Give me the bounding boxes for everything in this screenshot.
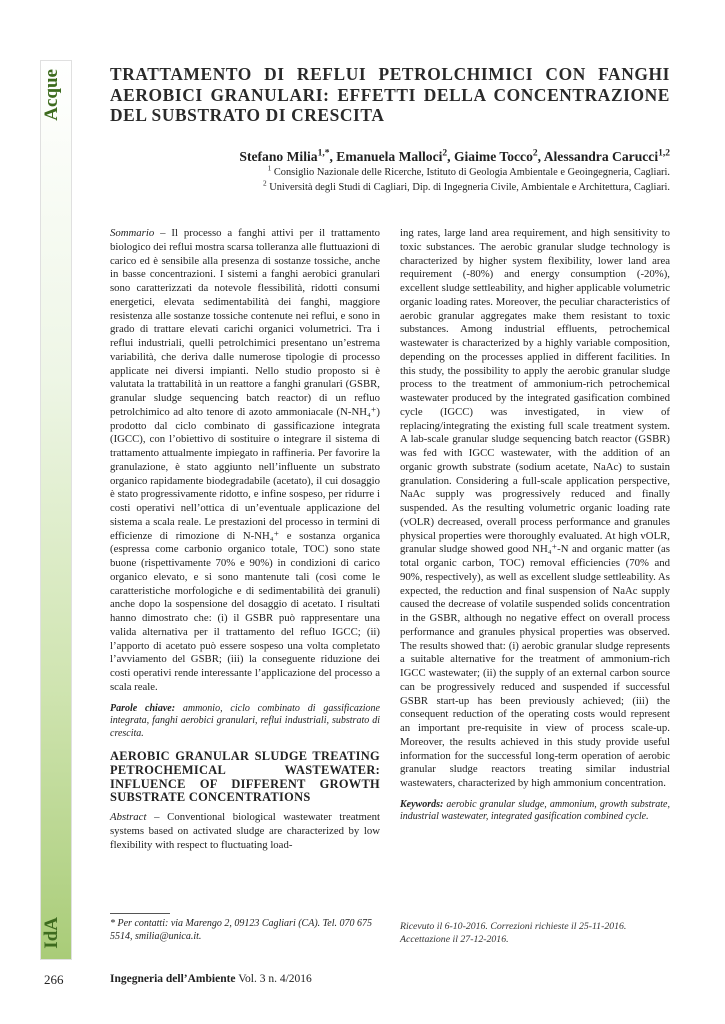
left-column (110, 227, 380, 852)
article-title: TRATTAMENTO DI REFLUI PETROLCHIMICI CON FANGHI AEROBICI GRANULARI: EFFETTI DELLA CONCENTRAZIONE DEL SUBSTRATO DI CRESCITA (110, 64, 670, 125)
keywords-label: Keywords: (400, 798, 444, 810)
page-number: 266 (44, 972, 64, 987)
author-affiliation-mark: 1,* (317, 148, 330, 159)
affiliation-text: Università degli Studi di Cagliari, Dip. di Ingegneria Civile, Ambientale e Architettura, Cagliari. (269, 182, 670, 193)
affiliation-mark: 1 (267, 164, 272, 173)
author-list: Stefano Milia$^{1,*}$, Emanuela Malloci$^2$, Giaime Tocco$^2$, Alessandra Carucci$^{1,2}$ (239, 148, 670, 164)
affiliation-2 (262, 179, 670, 193)
keywords-text: aerobic granular sludge, ammonium, growth substrate, industrial wastewater, integrated gasification combined cycle. (400, 798, 671, 823)
abstract-text-continued: ing rates, large land area requirement, and high sensitivity to toxic substances. The aerobic granular sludge technology is characterized by higher system flexibility, lower land area requirement (-80%) and energy consumption (-20%), excellent sludge settleability, and higher applicable volumetric organic loading rates. Moreover, the peculiar characteristics of aerobic granular aggregates make them resistant to toxic substances. Among industrial effluents, petrochemical wastewater is characterized by a highly variable composition, depending on the processes applied in different facilities. In this study, the possibility to apply the aerobic granular sludge process to the treatment of ammonium-rich petrochemical wastewater produced by the integrated gasification combined cycle (IGCC) was investigated, in view of replacing/integrating the existing full scale treatment system. A lab-scale granular sludge sequencing batch reactor (GSBR) was fed with IGCC wastewater, with the addition of an organic growth substrate (sodium acetate, NaAc) to sustain granulation. Considering a full-scale application perspective, NaAc supply was progressively reduced and finally suspended. As the resulting volumetric organic loading rate (vOLR) decreased, overall process performance and granules physical properties were thoroughly evaluated. At high vOLR, granular sludge showed good NH₄⁺-N and organic matter (as total organic carbon, TOC) removal efficiencies (70% and 90%, respectively), as well as excellent sludge settleability. As expected, the reduction and final suspension of NaAc supply caused the decrease of volatile suspended solids concentration in the GSBR, although no negative effect on overall process performance and granules physical properties was observed. The results showed that: (i) aerobic granular sludge represents a suitable alternative for the treatment of ammonium-rich IGCC wastewater; (ii) the supply of an external carbon source can be progressively reduced and suspended if successful GSBR start-up has been previously achieved; (iii) the consequent reduction of the operating costs would represent an important pre-requisite in view of process scale-up. Moreover, the results achieved in this study provide useful information for the successful long-term operation of aerobic granular sludge reactors treating similar industrial wastewaters, characterized by high ammonium concentration. (400, 227, 670, 789)
author-name: Emanuela Malloci (336, 149, 443, 164)
abstract-paragraph (110, 811, 380, 852)
right-column (400, 227, 670, 824)
author-name: Giaime Tocco (453, 149, 533, 164)
journal-footer (110, 973, 312, 985)
keywords (400, 799, 670, 824)
sommario-paragraph (110, 227, 380, 695)
sommario-text: Il processo a fanghi attivi per il trattamento biologico dei reflui mostra scarsa tolleranza alle fluttuazioni di carico ed è sensibile alla presenza di sostanze tossiche, anche in basse concentrazioni. I sistemi a fanghi aerobici granulari sono caratterizzati da notevole flessibilità, ridotti consumi energetici, elevata sedimentabilità dei fanghi, maggiore resistenza alle sostanze tossiche contenute nei reflui, e sono in grado di trattare elevati carichi organici volumetrici. Tra i reflui industriali, quelli petrolchimici presentano un’estrema variabilità, che deriva dalle numerose tipologie di processo applicate nei diversi impianti. Nello studio proposto si è valutata la trattabilità in un reattore a fanghi granulari (GSBR, granular sludge sequencing batch reactor) di un refluo petrolchimico ad alto tenore di azoto ammoniacale (N-NH₄⁺) prodotto dal ciclo combinato di gassificazione integrata (IGCC), con l’obiettivo di sostituire o integrare il sistema di trattamento attualmente impiegato in raffineria. Per favorire la granulazione, è stato aggiunto nell’influente un substrato organico rapidamente biodegradabile (acetato), il cui dosaggio è stato progressivamente ridotto, e infine sospeso, per ridurre i costi operativi nell’ottica di un’eventuale applicazione del sistema a scala reale. Le prestazioni del processo in termini di efficienze di rimozione di N-NH₄⁺ e sostanza organica (espressa come carbonio organico totale, TOC) sono state buone (rispettivamente 70% e 90%) in condizioni di carico organico elevato, e si sono mantenute tali (così come le caratteristiche morfologiche e di sedimentabilità dei granuli) anche dopo la sospensione del dosaggio di acetato. I risultati hanno dimostrato che: (i) il GSBR può rappresentare una valida alternativa per il trattamento del refluo IGCC; (ii) l’apporto di acetato può essere sospeso una volta completato l’avviamento del GSBR; (iii) la conseguente riduzione dei costi operativi rende interessante l’applicazione del processo a scala reale. (110, 227, 380, 693)
author-affiliation-mark: 1,2 (658, 148, 670, 159)
affiliation-1 (267, 164, 670, 178)
english-title: AEROBIC GRANULAR SLUDGE TREATING PETROCHEMICAL WASTEWATER: INFLUENCE OF DIFFERENT GROWTH SUBSTRATE CONCENTRATIONS (110, 749, 380, 805)
sommario-label: Sommario – (110, 227, 166, 239)
abstract-label: Abstract – (110, 811, 160, 824)
journal-issue: Vol. 3 n. 4/2016 (238, 973, 312, 985)
author-name: Stefano Milia (239, 149, 318, 164)
section-sidebar (40, 60, 72, 960)
section-label-acque: Acque (41, 69, 62, 121)
parole-chiave (110, 703, 380, 741)
sidebar-gradient (41, 61, 71, 959)
affiliation-mark: 2 (262, 179, 267, 188)
contact-footnote: * Per contatti: via Marengo 2, 09123 Cagliari (CA). Tel. 070 675 5514, smilia@unica.it. (110, 918, 373, 942)
author-affiliation-mark: 2 (532, 148, 538, 159)
parole-chiave-text: ammonio, ciclo combinato di gassificazione integrata, fanghi aerobici granulari, reflui industriali, substrato di crescita. (110, 702, 380, 739)
journal-logo-ida: IdA (41, 917, 62, 949)
journal-name: Ingegneria dell’Ambiente (110, 973, 236, 985)
author-affiliation-mark: 2 (442, 148, 448, 159)
footnote-divider (110, 913, 170, 914)
parole-chiave-label: Parole chiave: (110, 702, 176, 714)
abstract-text-start: Conventional biological wastewater treatment systems based on activated sludge are characterized by low flexibility with respect to fluctuating load- (110, 811, 381, 851)
received-dates: Ricevuto il 6-10-2016. Correzioni richieste il 25-11-2016. Accettazione il 27-12-2016. (400, 921, 627, 945)
author-name: Alessandra Carucci (543, 149, 659, 164)
affiliation-text: Consiglio Nazionale delle Ricerche, Istituto di Geologia Ambientale e Geoingegneria, Cagliari. (273, 167, 670, 178)
